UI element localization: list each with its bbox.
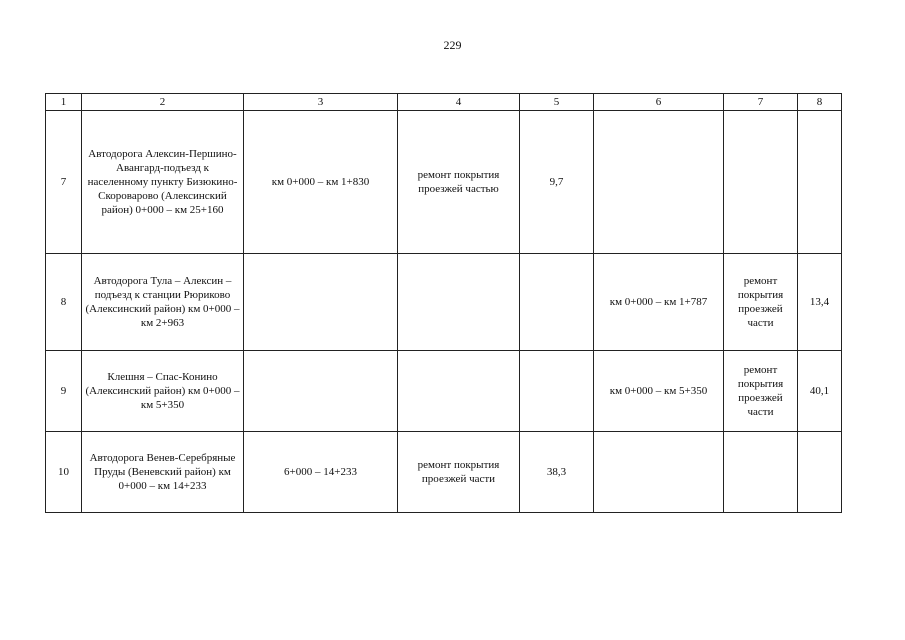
section-cell-2: км 0+000 – км 5+350 <box>594 351 724 432</box>
section-cell-2 <box>594 432 724 513</box>
page-number: 229 <box>443 38 462 52</box>
table-row <box>46 432 842 513</box>
work-type-cell <box>398 254 520 351</box>
road-repair-table <box>45 93 842 513</box>
table-row <box>46 351 842 432</box>
section-cell <box>244 254 398 351</box>
section-cell-2: км 0+000 – км 1+787 <box>594 254 724 351</box>
row-number-cell: 9 <box>46 351 82 432</box>
value-cell <box>520 254 594 351</box>
work-type-cell-2 <box>724 432 798 513</box>
work-type-cell: ремонт покрытия проезжей частью <box>398 111 520 254</box>
row-number-cell: 7 <box>46 111 82 254</box>
value-cell: 9,7 <box>520 111 594 254</box>
value-cell-2 <box>798 111 842 254</box>
column-header: 8 <box>798 94 842 111</box>
value-cell-2: 13,4 <box>798 254 842 351</box>
column-header: 3 <box>244 94 398 111</box>
work-type-cell-2: ремонт покрытия проезжей части <box>724 351 798 432</box>
value-cell: 38,3 <box>520 432 594 513</box>
value-cell-2: 40,1 <box>798 351 842 432</box>
table-row <box>46 254 842 351</box>
work-type-cell-2 <box>724 111 798 254</box>
value-cell <box>520 351 594 432</box>
column-header: 2 <box>82 94 244 111</box>
road-name-cell: Автодорога Алексин-Першино-Авангард-подъезд к населенному пункту Бизюкино-Скороварово (Алексинский район) 0+000 – км 25+160 <box>82 111 244 254</box>
section-cell: 6+000 – 14+233 <box>244 432 398 513</box>
section-cell-2 <box>594 111 724 254</box>
column-header: 7 <box>724 94 798 111</box>
work-type-cell <box>398 351 520 432</box>
road-name-cell: Клешня – Спас-Конино (Алексинский район) км 0+000 – км 5+350 <box>82 351 244 432</box>
table-row <box>46 111 842 254</box>
column-header: 4 <box>398 94 520 111</box>
value-cell-2 <box>798 432 842 513</box>
road-name-cell: Автодорога Венев-Серебряные Пруды (Веневский район) км 0+000 – км 14+233 <box>82 432 244 513</box>
work-type-cell-2: ремонт покрытия проезжей части <box>724 254 798 351</box>
column-header: 6 <box>594 94 724 111</box>
work-type-cell: ремонт покрытия проезжей части <box>398 432 520 513</box>
row-number-cell: 8 <box>46 254 82 351</box>
column-header: 1 <box>46 94 82 111</box>
row-number-cell: 10 <box>46 432 82 513</box>
section-cell <box>244 351 398 432</box>
table-header-row <box>46 94 842 111</box>
road-name-cell: Автодорога Тула – Алексин – подъезд к станции Рюриково (Алексинский район) км 0+000 – км 2+963 <box>82 254 244 351</box>
section-cell: км 0+000 – км 1+830 <box>244 111 398 254</box>
column-header: 5 <box>520 94 594 111</box>
